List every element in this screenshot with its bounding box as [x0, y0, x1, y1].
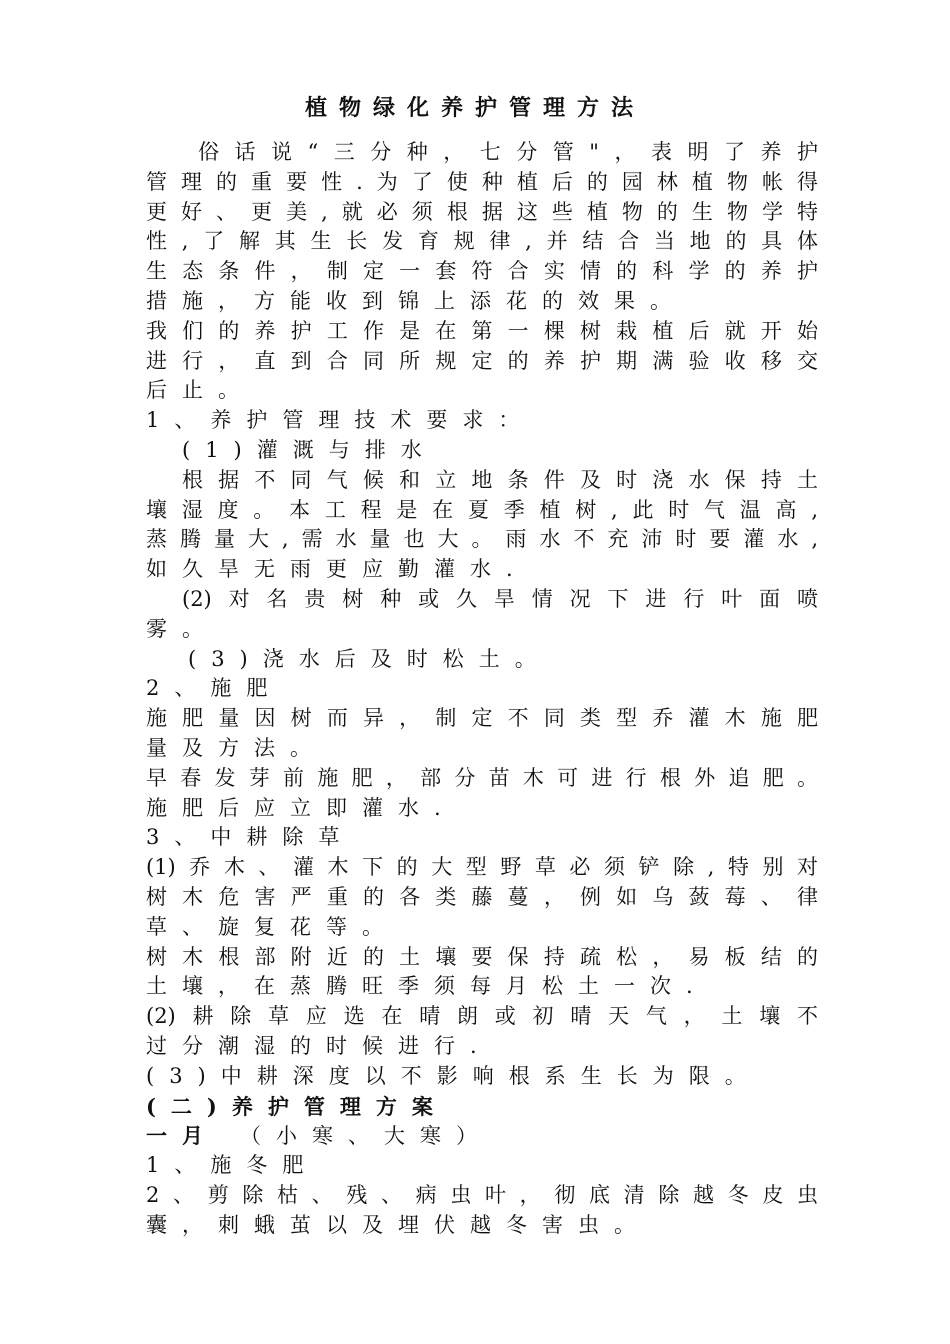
- text-line: 俗话说“三分种，七分管"，表明了养护: [198, 140, 818, 164]
- text-line: (3)中耕深度以不影响根系生长为限。: [146, 1063, 761, 1088]
- text-line: 后止。: [146, 378, 254, 403]
- text-line: 树木危害严重的各类藤蔓，例如乌蔹莓、律: [146, 884, 818, 909]
- text-line: 囊，刺蛾茧以及埋伏越冬害虫。: [146, 1212, 650, 1237]
- text-line: 雾。: [146, 616, 218, 641]
- text-line: (1)灌溉与排水: [182, 437, 437, 462]
- text-line: 性,了解其生长发育规律,并结合当地的具体: [146, 229, 818, 254]
- text-line: (3)浇水后及时松土。: [188, 646, 551, 671]
- text-line: 早春发芽前施肥，部分苗木可进行根外追肥。: [146, 765, 818, 790]
- text-line: 1、养护管理技术要求：: [146, 408, 535, 433]
- text-line: 我们的养护工作是在第一棵树栽植后就开始: [146, 318, 818, 343]
- text-line: 量及方法。: [146, 735, 326, 760]
- text-line: 施肥量因树而异，制定不同类型乔灌木施肥: [146, 706, 818, 731]
- text-line: 2、施肥: [146, 676, 283, 701]
- text-line: 草、旋复花等。: [146, 914, 398, 939]
- text-line: 如久旱无雨更应勤灌水.: [146, 557, 528, 582]
- text-line: 树木根部附近的土壤要保持疏松，易板结的: [146, 944, 818, 969]
- text-line: 根据不同气候和立地条件及时浇水保持土: [182, 467, 818, 492]
- text-line: 1、施冬肥: [146, 1153, 319, 1178]
- solar-terms: （小寒、大寒）: [240, 1124, 492, 1149]
- text-line: 蒸腾量大,需水量也大。雨水不充沛时要灌水,: [146, 527, 818, 552]
- text-line: (二)养护管理方案: [146, 1093, 448, 1119]
- text-line: 生态条件，制定一套符合实情的科学的养护: [146, 259, 818, 284]
- text-line: 过分潮湿的时候进行.: [146, 1033, 492, 1058]
- text-line: 3、中耕除草: [146, 825, 355, 850]
- text-line: (2)耕除草应选在晴朗或初晴天气，土壤不: [146, 1004, 818, 1029]
- text-line: 更好、更美,就必须根据这些植物的生物学特: [146, 199, 818, 224]
- text-line: 土壤，在蒸腾旺季须每月松土一次.: [146, 974, 708, 999]
- month-heading: 一月: [146, 1123, 218, 1149]
- text-line: (2)对名贵树种或久旱情况下进行叶面喷: [182, 586, 818, 611]
- text-line: [146, 1121, 818, 1151]
- text-line: 管理的重要性.为了使种植后的园林植物帐得: [146, 169, 818, 194]
- text-line: 施肥后应立即灌水.: [146, 795, 456, 820]
- document-body: [146, 138, 818, 1240]
- text-line: 进行，直到合同所规定的养护期满验收移交: [146, 348, 818, 373]
- text-line: 壤湿度。本工程是在夏季植树,此时气温高,: [146, 497, 818, 522]
- text-line: (1)乔木、灌木下的大型野草必须铲除,特别对: [146, 855, 818, 880]
- page-title: 植物绿化养护管理方法: [304, 95, 645, 121]
- text-line: 措施，方能收到锦上添花的效果。: [146, 288, 686, 313]
- text-line: 2、剪除枯、残、病虫叶，彻底清除越冬皮虫: [146, 1182, 818, 1207]
